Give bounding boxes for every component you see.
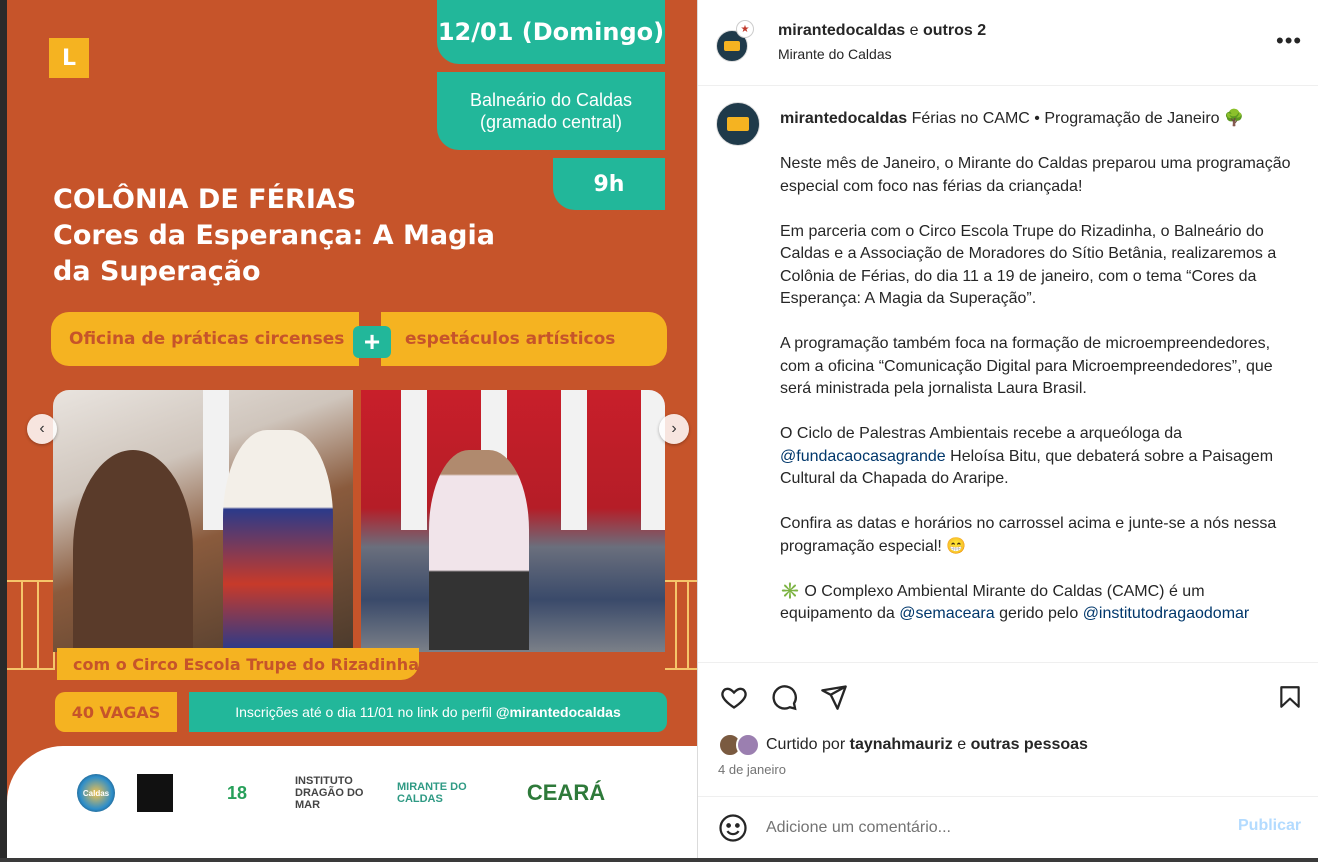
- partner-logo-18: 18: [226, 782, 248, 803]
- likes-text: [766, 736, 1088, 754]
- mention-link[interactable]: @semaceara: [899, 605, 995, 622]
- comment-bar: [698, 796, 1318, 858]
- liker-avatar[interactable]: [736, 733, 760, 757]
- caption-username-link[interactable]: mirantedocaldas: [780, 110, 908, 127]
- registration-info: [189, 692, 667, 732]
- collab-avatar-icon[interactable]: ★: [736, 20, 754, 38]
- like-button[interactable]: [718, 681, 750, 713]
- registration-handle: @mirantedocaldas: [495, 704, 621, 720]
- caption-paragraph: A programação também foca na formação de microempreendedores, com a oficina “Comunicação Digital para Microempreendedores”, que será ministrada pela jornalista Laura Brasil.: [780, 335, 1278, 397]
- share-button[interactable]: [818, 681, 850, 713]
- comment-bubble-icon: [770, 683, 798, 711]
- heart-icon: [720, 683, 748, 711]
- event-title-line3: da Superação: [53, 256, 261, 287]
- decorative-grid-left: [7, 580, 55, 670]
- event-date-tag: 12/01 (Domingo): [437, 0, 665, 64]
- chevron-left-icon: ‹: [39, 420, 45, 437]
- send-icon: [820, 683, 848, 711]
- liker-username-link[interactable]: taynahmauriz: [849, 736, 953, 753]
- shows-pill: espetáculos artísticos: [381, 312, 667, 366]
- event-place-line1: Balneário do Caldas: [469, 90, 633, 110]
- likes-others-link[interactable]: outras pessoas: [970, 736, 1088, 753]
- author-username-link[interactable]: mirantedocaldas: [778, 22, 906, 39]
- avatar-logo: [724, 41, 740, 51]
- save-button[interactable]: [1274, 681, 1306, 713]
- event-place-tag: [437, 72, 665, 150]
- caption-paragraph: O Ciclo de Palestras Ambientais recebe a arqueóloga da: [780, 425, 1183, 442]
- event-title-line1: COLÔNIA DE FÉRIAS: [53, 184, 357, 215]
- tent-stripe: [401, 390, 427, 530]
- event-time-tag: 9h: [553, 158, 665, 210]
- clown-figure: [223, 430, 333, 650]
- likes-prefix: Curtido por: [766, 736, 846, 753]
- caption-author-avatar[interactable]: [716, 102, 760, 146]
- presenter-figure: [429, 450, 529, 650]
- caption-scroll-area[interactable]: [698, 86, 1318, 662]
- partner-logo-caldas: Caldas: [77, 774, 115, 812]
- partner-logo-dragao-do-mar: INSTITUTO DRAGÃO DO MAR: [295, 775, 364, 811]
- event-title: [53, 182, 573, 290]
- post-actions: [698, 662, 1318, 796]
- more-options-button[interactable]: •••: [1276, 28, 1303, 53]
- plus-icon: +: [353, 326, 391, 358]
- puppet-figure: [73, 450, 193, 650]
- background-strip: [0, 858, 1318, 862]
- post-date[interactable]: 4 de janeiro: [718, 762, 786, 777]
- circus-school-label: com o Circo Escola Trupe do Rizadinha: [57, 648, 419, 680]
- caption-paragraph: Confira as datas e horários no carrossel acima e junte-se a nós nessa programação especial! 😁: [780, 515, 1281, 555]
- chevron-right-icon: ›: [671, 420, 677, 437]
- clowns-photo: [53, 390, 353, 652]
- author-subtitle[interactable]: Mirante do Caldas: [778, 46, 892, 62]
- emoji-picker-button[interactable]: [718, 813, 748, 843]
- decorative-grid-right: [665, 580, 697, 670]
- mention-link[interactable]: @institutodragaodomar: [1082, 605, 1250, 622]
- post-caption: [780, 108, 1300, 626]
- caption-paragraph: Neste mês de Janeiro, o Mirante do Caldas preparou uma programação especial com foco nas férias da criançada!: [780, 155, 1295, 195]
- workshop-pill: Oficina de práticas circenses: [51, 312, 359, 366]
- tent-stripe: [641, 390, 665, 530]
- mention-link[interactable]: @fundacaocasagrande: [780, 447, 946, 465]
- partner-logo-ceara: CEARÁ: [526, 780, 606, 805]
- carousel-next-button[interactable]: [659, 414, 689, 444]
- event-place-line2: (gramado central): [479, 112, 623, 132]
- brand-logo-badge: L: [49, 38, 89, 78]
- caption-paragraph: Heloísa Bitu, que debaterá sobre a Paisagem Cultural da Chapada do Araripe.: [780, 447, 1278, 487]
- caption-paragraph: gerido pelo: [999, 605, 1079, 622]
- caption-paragraph: ✳️ O Complexo Ambiental Mirante do Caldas (CAMC) é um equipamento da: [780, 582, 1209, 622]
- bookmark-icon: [1277, 683, 1303, 711]
- collab-others-link[interactable]: outros 2: [922, 22, 987, 39]
- partner-logo-mirante: MIRANTE DO CALDAS: [397, 781, 467, 805]
- post-media-image: [7, 0, 697, 858]
- caption-first-line: Férias no CAMC • Programação de Janeiro 🌳: [911, 110, 1244, 127]
- circus-tent-photo: [361, 390, 665, 652]
- likes-summary: [718, 733, 1088, 757]
- smiley-icon: [718, 813, 748, 843]
- comment-button[interactable]: [768, 681, 800, 713]
- collab-connector: e: [909, 22, 919, 39]
- comment-input[interactable]: [766, 813, 1206, 843]
- registration-text: Inscrições até o dia 11/01 no link do perfil: [235, 704, 492, 720]
- post-details-panel: [697, 0, 1318, 858]
- post-authors: [778, 22, 986, 40]
- post-header: [698, 0, 1318, 86]
- avatar-logo: [727, 117, 749, 131]
- carousel-prev-button[interactable]: [27, 414, 57, 444]
- publish-comment-button[interactable]: Publicar: [1238, 817, 1302, 834]
- vacancies-label: 40 VAGAS: [55, 692, 177, 732]
- caption-paragraph: Em parceria com o Circo Escola Trupe do Rizadinha, o Balneário do Caldas e a Associação de Moradores do Sítio Betânia, realizaremos a Colônia de Férias, do dia 11 a 19 de janeiro, com o tema “Cores da Esperança: A Magia da Superação”.: [780, 222, 1281, 307]
- likes-connector: e: [957, 736, 967, 753]
- partner-logo-trupe: [137, 774, 173, 812]
- event-title-line2: Cores da Esperança: A Magia: [53, 220, 495, 251]
- tent-stripe: [561, 390, 587, 530]
